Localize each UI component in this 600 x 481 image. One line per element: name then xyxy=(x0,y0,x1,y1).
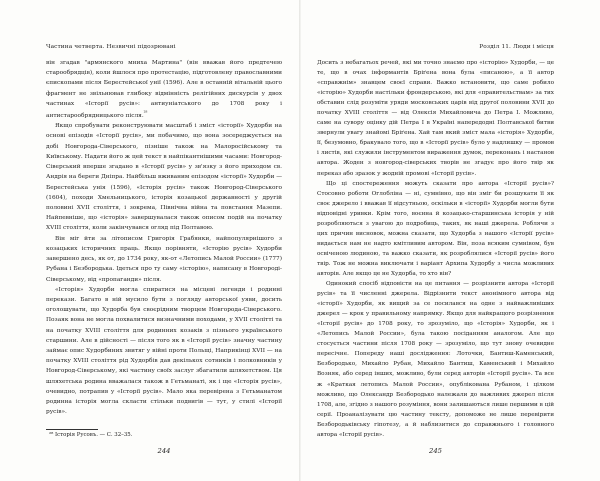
right-page xyxy=(317,0,554,481)
right-paragraph-2: Що ці спостереження можуть сказати про автора «Історії русів»? Стосовно роботи Оглобліна — ні, сумнівно, що він зміг би розшукати її як своє джерело і вважав її відсутньою, оскільки в «історії» Худорби могли бути відповідні уривки. Крім того, воєнна й козацько-старшинська історія у ній розробляються з увагою до подробиць, таких, як наші джерела. Роблячи з цих причин висновок, можна сказати, що Худорба з нашого «Історії русів» видається нам не надто кмітливим автором. Він, поза всяким сумнівом, був освіченою людиною, та важко сказати, як розроблялися «Історії русів» його твір. Тож не можна виключати і варіант Архипа Худорбу з числа можливих авторів. Але якщо це не Худорба, то хто він? xyxy=(317,180,554,277)
footnote: ²⁸ Історія Русовъ. — С. 32–35. xyxy=(49,432,133,438)
left-page xyxy=(46,0,282,481)
left-paragraph-1: він згадав "армянского мниха Мартина" (він вважав його предтечею старообрядців), коли йшлося про протестацію, підготовлену православними єпископами після Берестейської унії (1596). Але в останній вітальній цього фрагмент не звільнював глибоку відмінність релігійних дискурсів у двох частинах «Історії русів»: антиуніатського до 1708 року і антистарообрядницького після.$^{^{28}}$ xyxy=(46,60,282,120)
right-page-body xyxy=(317,58,554,440)
book-gutter xyxy=(299,0,301,481)
right-running-header: Розділ 11. Люди і місця xyxy=(479,44,554,50)
left-paragraph-3: Він міг йти за літописом Григорія Грабянки, найпопулярнішого з козацьких історичних праць. Якщо порівняти, «Історію русів» Худорби завершено десь, як от, до 1734 року, як-от «Летопись Малой России» (1777) Рубана і Безбородька. Ідеться про ту саму «історію», написану в Новгороді-Сіверському, від «пропаганди» після. xyxy=(46,235,282,283)
left-paragraph-2: Якщо спробувати реконструювати масштаб і зміст «історії» Худорби на основі епізодів «Історії русів», ми побачимо, що вона зосереджується на добі Новгорода-Сіверського, пізніше також на Малоросійському та Київському. Надати його ж цей текст в найпікантнішими часами: Новгород-Сіверський вперше згадано в «Історії русів» у зв'язку з його приходом св. Андрія на береги Дніпра. Найбільш вживаним епізодом «історії» Худорби — Берестейська унія (1596), «Історія русів» також Новгород-Сіверського (1604), походи Хмельницького, історія козацької державності у другій половині XVII століття, і зокрема, Північна війна та повстання Мазепи. Найпевніше, що «історія» завершувалася також описом подій на початку XVIII століття, коли закінчувався огляд під Полтавою. xyxy=(46,123,282,232)
right-page-number: 245 xyxy=(429,447,442,455)
left-paragraph-4: «Історія» Худорби могла спиратися на місцеві легенди і родинні перекази. Багато в ній мусило бути з погляду авторської уяви, досить оголошувати, що Худорба був своєрідним творцем Новгорода-Сіверського. Позаяк вона не могла похвалитися визначними походами, у XVII столітті та на початку XVIII століття для родинних козаків з пізнього українського старшини. Але в дійсності — після того як в «Історії русів» значну частину займає опис Худорбиних звитяг у війні проти Польщі, Наприкінці XVII — на початку XVIII століття рід Худорбів дав декількох сотників і полковників у Новгород-Сіверському, які частину своїх заслуг збагатили шляхетством. Ця шляхетська родина вважалася також в Гетьманаті, як і ще «Історія русів», очевидно, потрапив у «Історії русів». Мало яка перевірена з Гетьманатом родинна історія могла скласти стільки подвигів — тут, у стилі «Історії русів». xyxy=(46,286,282,416)
right-paragraph-1: Досить з небагатьох речей, які ми точно знаємо про «історію» Худорби, — це те, що в очах інформантів Бріґена вона була «писаною», а її автор «справжнім» знавцем своєї справи. Важко встановити, що саме робило «історію» Худорби настільки фрондерською, які для «правительствам» за тих обставин слід розуміти уряди московських царів від другої половини XVII до початку XVIII століття — від Олексія Михайловича до Петра І. Можливо, саме на сувору оцінку дій Петра І в Україні напередодні Полтавської битви звернули увагу знайомі Бріґена. Хай там який зміст мала «історія» Худорби, її, безумовно, бракувало того, що в «Історії русів» було у надлишку — промов і листів, які служили інструментом вираження думок, переконань і настанов автора. Жоден з новгород-сіверських творів не згадує про його твір як переказ або зразок у жодній промові «Історії русів». xyxy=(317,60,554,177)
footnote-marker: ²⁸ xyxy=(143,111,148,117)
left-page-number: 244 xyxy=(157,447,171,455)
right-paragraph-3: Одинокий спосіб відповісти на це питання — розрізнити автора «Історії русів» та її численні джерела. Відрізнити текст анонімного автора від «історії» Худорби, як вищий за се посилався на одне з найважливіших джерел — крок у правильному напрямку. Якщо для найкращого розрізнення «Історії русів» до 1708 року, то зрозуміло, що «Історія» Худорби, як і «Летопись Малой России», була такою посіданням аналогом. Але що стосується частини після 1708 року — зрозуміло, що тут знову очевидне пересічне. Попереду наші дослідження: Лоточки, Бантиш-Каменський, Безбородько, Михайло Рубан, Михайло Бантиш, Каменський і Михайло Возняк, або серед інших, можливо, були серед авторів «Історії русів». Та все ж «Краткая летопись Малой России», опублікована Рубаном, і цілком можливо, що Олександр Безбородько належали до важливих джерел після 1708, але, згідно з нашого розуміння, вони залишаються лише першими в цій серії. Проаналізувати цю частину тексту, допоможе не лише перевірити Безбородьківську гіпотезу, а й наблизитися до справжнього і головного автора «Історії русів». xyxy=(317,281,554,438)
footnote-rule xyxy=(46,429,98,430)
left-running-header: Частина четверта. Незвичні підозрювані xyxy=(46,44,176,50)
left-page-body xyxy=(46,58,282,418)
